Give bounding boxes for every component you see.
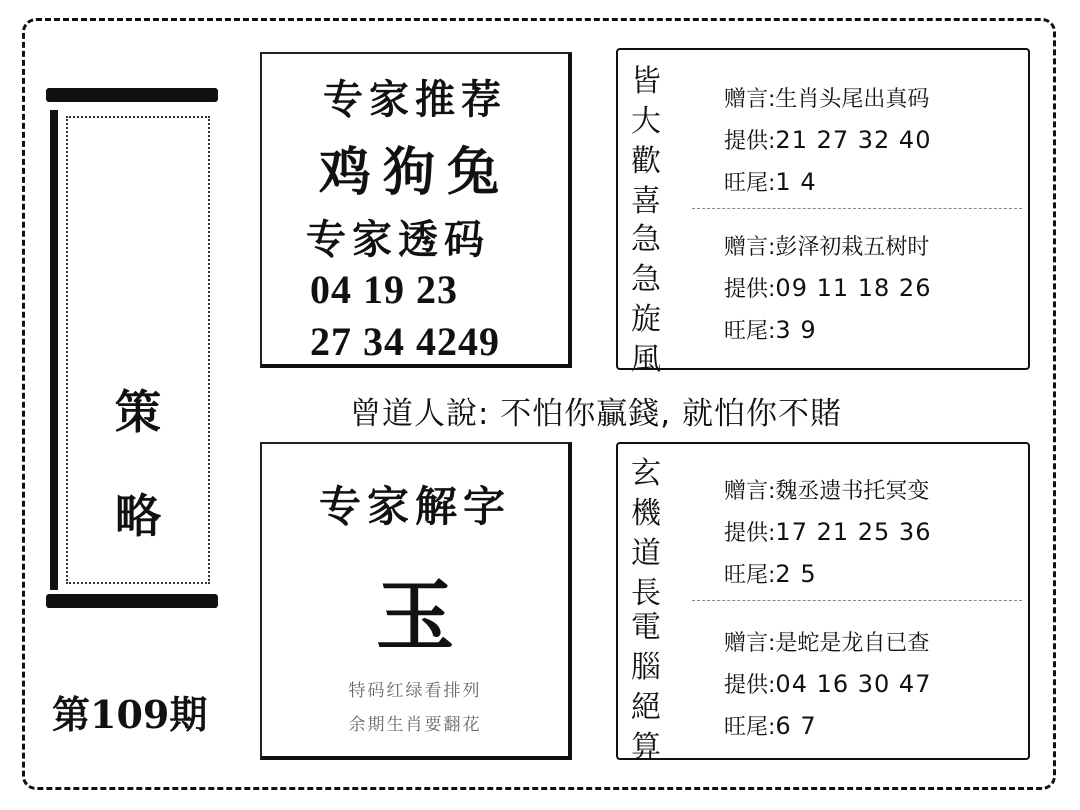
provide-label: 提供: (724, 277, 776, 302)
scroll-border (66, 116, 210, 584)
entry-2 (692, 212, 1022, 360)
side-char: 道 (631, 536, 661, 571)
provide-numbers: 04 16 30 47 (775, 670, 932, 698)
provide-numbers: 17 21 25 36 (775, 518, 932, 546)
tail-row (724, 314, 817, 345)
side-char: 算 (631, 730, 661, 765)
gift-label: 赠言: (724, 631, 776, 656)
scroll-bottom-rod (46, 594, 218, 608)
side-char: 腦 (631, 650, 661, 685)
recommend-zodiacs: 鸡狗兔 (318, 142, 511, 203)
provide-numbers: 09 11 18 26 (775, 274, 932, 302)
gift-text: 是蛇是龙自已查 (775, 631, 930, 656)
gift-row (724, 230, 929, 261)
code-line-2: 27 34 4249 (310, 319, 500, 364)
slogan: 曾道人說: 不怕你贏錢, 就怕你不賭 (350, 396, 843, 432)
side-char: 急 (631, 262, 661, 297)
side-title-1 (626, 454, 666, 614)
provide-row (724, 272, 931, 303)
code-line-1: 04 19 23 (310, 267, 458, 312)
tail-numbers: 2 5 (775, 560, 817, 588)
provide-label: 提供: (724, 129, 776, 154)
jiezi-title: 专家解字 (318, 482, 511, 531)
side-char: 風 (631, 342, 661, 377)
jiezi-note-2: 余期生肖要翻花 (348, 715, 482, 735)
entry-1 (692, 60, 1022, 209)
tail-numbers: 1 4 (775, 168, 817, 196)
tail-label: 旺尾: (724, 319, 776, 344)
expert-jiezi-box (260, 442, 572, 760)
entry-2 (692, 604, 1022, 752)
tail-row (724, 558, 817, 589)
gift-row (724, 82, 929, 113)
provide-numbers: 21 27 32 40 (775, 126, 932, 154)
gift-text: 生肖头尾出真码 (775, 87, 930, 112)
tail-label: 旺尾: (724, 563, 776, 588)
tail-label: 旺尾: (724, 171, 776, 196)
side-title-2 (626, 220, 666, 380)
side-char: 歡 (631, 144, 661, 179)
scroll-char-2: 略 (115, 489, 161, 543)
provide-row (724, 124, 931, 155)
info-box-bottom (616, 442, 1030, 765)
jiezi-char: 玉 (375, 571, 454, 662)
info-box-top (616, 48, 1030, 377)
provide-row (724, 516, 931, 547)
tail-label: 旺尾: (724, 715, 776, 740)
provide-row (724, 668, 931, 699)
side-char: 皆 (631, 64, 661, 99)
side-char: 絕 (631, 690, 661, 725)
recommend-title: 专家推荐 (323, 76, 507, 123)
gift-text: 彭泽初栽五树时 (775, 235, 930, 260)
tail-numbers: 6 7 (775, 712, 817, 740)
tail-row (724, 166, 817, 197)
side-char: 喜 (631, 184, 661, 219)
tail-numbers: 3 9 (775, 316, 817, 344)
gift-label: 赠言: (724, 87, 776, 112)
code-subtitle: 专家透码 (306, 216, 490, 263)
tail-row (724, 710, 817, 741)
provide-label: 提供: (724, 521, 776, 546)
side-char: 長 (631, 576, 661, 611)
side-char: 機 (631, 496, 661, 531)
side-char: 玄 (631, 456, 661, 491)
side-char: 電 (631, 610, 661, 645)
provide-label: 提供: (724, 673, 776, 698)
side-char: 旋 (631, 302, 661, 337)
scroll-top-rod (46, 88, 218, 102)
jiezi-note-1: 特码红绿看排列 (348, 681, 482, 701)
expert-recommend-box (260, 52, 572, 368)
scroll-char-1: 策 (115, 385, 161, 439)
issue-number: 第109期 (52, 692, 208, 737)
gift-text: 魏丞遗书托冥变 (775, 479, 930, 504)
gift-row (724, 474, 929, 505)
entry-1 (692, 452, 1022, 601)
side-title-2 (626, 608, 666, 768)
gift-label: 赠言: (724, 235, 776, 260)
side-char: 大 (631, 104, 661, 139)
side-title-1 (626, 62, 666, 222)
gift-label: 赠言: (724, 479, 776, 504)
scroll-panel (50, 110, 216, 590)
side-char: 急 (631, 222, 661, 257)
gift-row (724, 626, 929, 657)
